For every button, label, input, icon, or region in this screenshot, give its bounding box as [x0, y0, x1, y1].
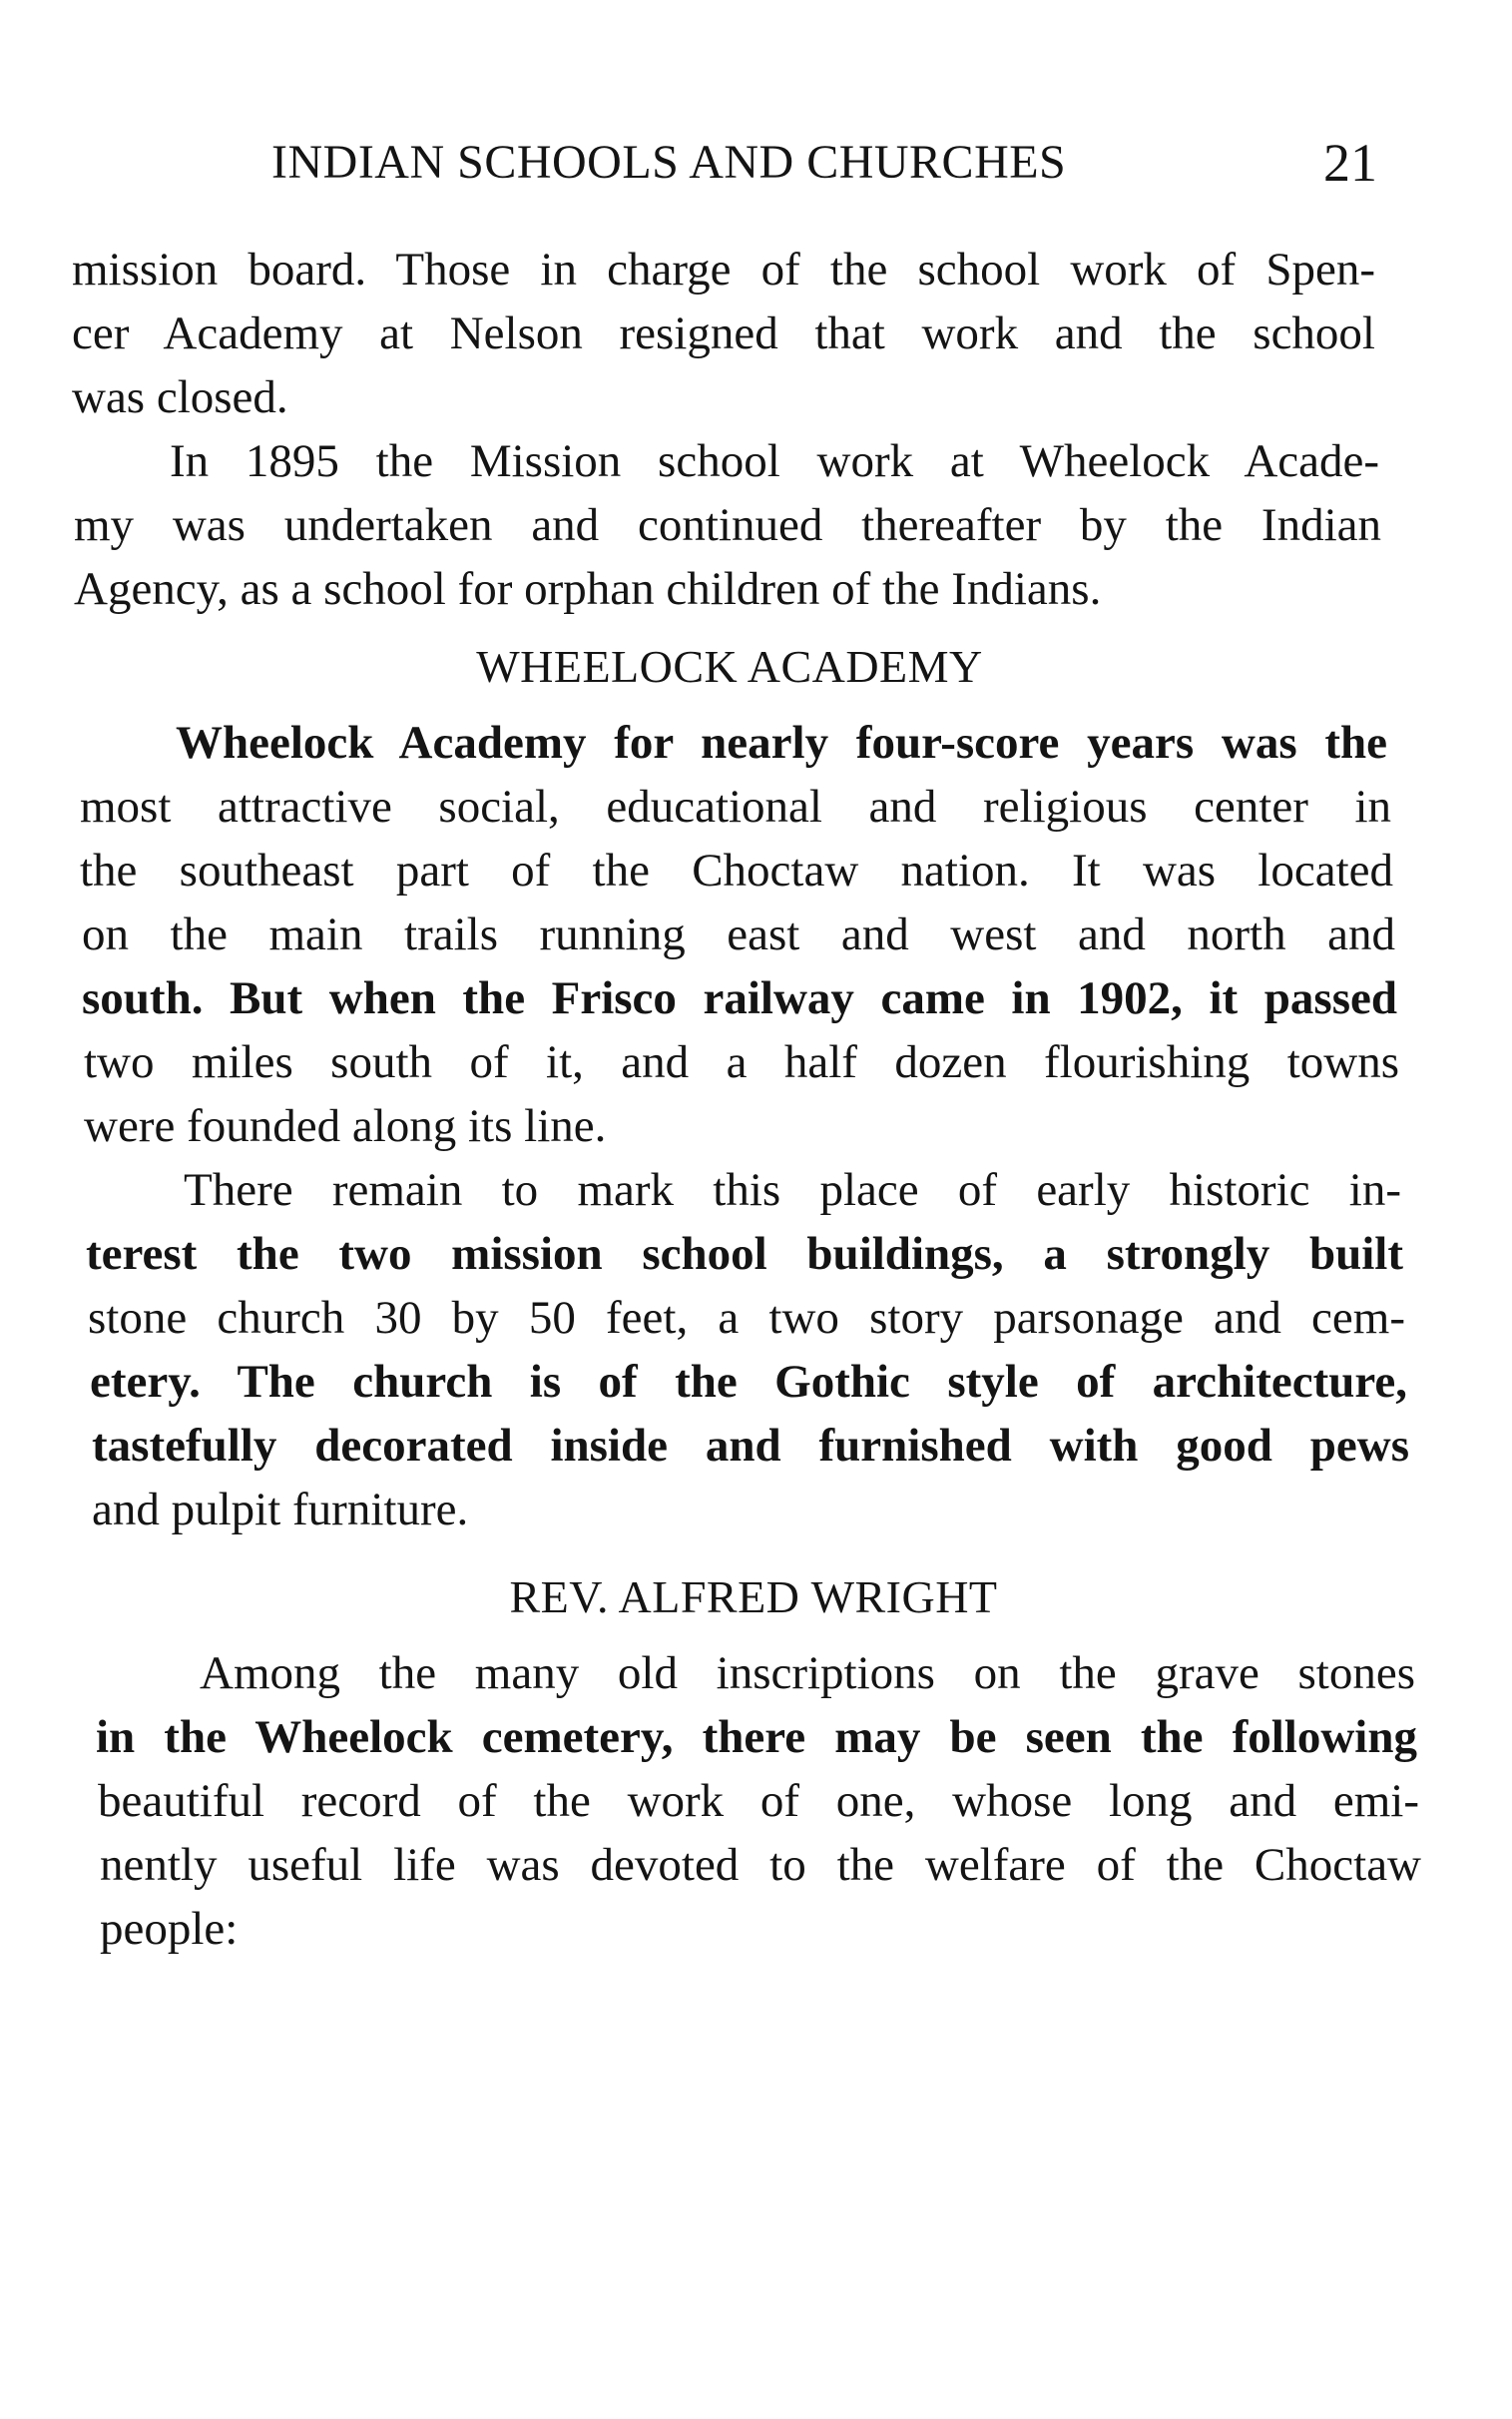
wheelock-paragraph-2-line-2: terest the two mission school buildings, a strongly built	[86, 1228, 1403, 1280]
wheelock-paragraph-2-line-6: and pulpit furniture.	[92, 1484, 469, 1535]
wheelock-paragraph-1-line-7: were founded along its line.	[84, 1100, 607, 1152]
wheelock-paragraph-1-line-4: on the main trails running east and west and north and	[82, 908, 1395, 960]
wright-paragraph-line-3: beautiful record of the work of one, whose long and emi-	[98, 1775, 1419, 1827]
wheelock-paragraph-1-line-3: the southeast part of the Choctaw nation. It was located	[80, 845, 1393, 897]
wheelock-paragraph-1-line-5: south. But when the Frisco railway came in 1902, it passed	[82, 972, 1397, 1024]
wheelock-paragraph-1-line-2: most attractive social, educational and religious center in	[80, 781, 1391, 833]
paragraph-2-line-1: In 1895 the Mission school work at Wheelock Acade-	[170, 435, 1379, 487]
wright-paragraph-line-4: nently useful life was devoted to the welfare of the Choctaw	[100, 1839, 1421, 1891]
wheelock-paragraph-2-line-1: There remain to mark this place of early historic in-	[184, 1164, 1401, 1216]
wheelock-paragraph-2-line-4: etery. The church is of the Gothic style of architecture,	[90, 1356, 1407, 1408]
paragraph-1-line-1: mission board. Those in charge of the school work of Spen-	[72, 244, 1375, 296]
wheelock-paragraph-2-line-3: stone church 30 by 50 feet, a two story parsonage and cem-	[88, 1292, 1405, 1344]
wright-paragraph-line-1: Among the many old inscriptions on the grave stones	[200, 1647, 1415, 1699]
paragraph-1-line-3: was closed.	[72, 371, 288, 423]
wright-paragraph-line-5: people:	[100, 1903, 239, 1955]
wheelock-paragraph-1-line-6: two miles south of it, and a half dozen flourishing towns	[84, 1036, 1399, 1088]
wheelock-paragraph-1-line-1: Wheelock Academy for nearly four-score years was the	[176, 717, 1387, 769]
running-head-title: INDIAN SCHOOLS AND CHURCHES	[271, 136, 1067, 189]
wright-paragraph-line-2: in the Wheelock cemetery, there may be seen the following	[96, 1711, 1417, 1763]
paragraph-2-line-2: my was undertaken and continued thereafter by the Indian	[74, 499, 1381, 551]
running-head	[271, 128, 1377, 198]
section-heading-wheelock-academy: WHEELOCK ACADEMY	[476, 641, 983, 692]
paragraph-2-line-3: Agency, as a school for orphan children of the Indians.	[74, 563, 1102, 615]
section-heading-rev-alfred-wright: REV. ALFRED WRIGHT	[509, 1571, 998, 1622]
page-number: 21	[1323, 133, 1377, 193]
wheelock-paragraph-2-line-5: tastefully decorated inside and furnished with good pews	[92, 1420, 1409, 1472]
paragraph-1-line-2: cer Academy at Nelson resigned that work and the school	[72, 307, 1375, 359]
